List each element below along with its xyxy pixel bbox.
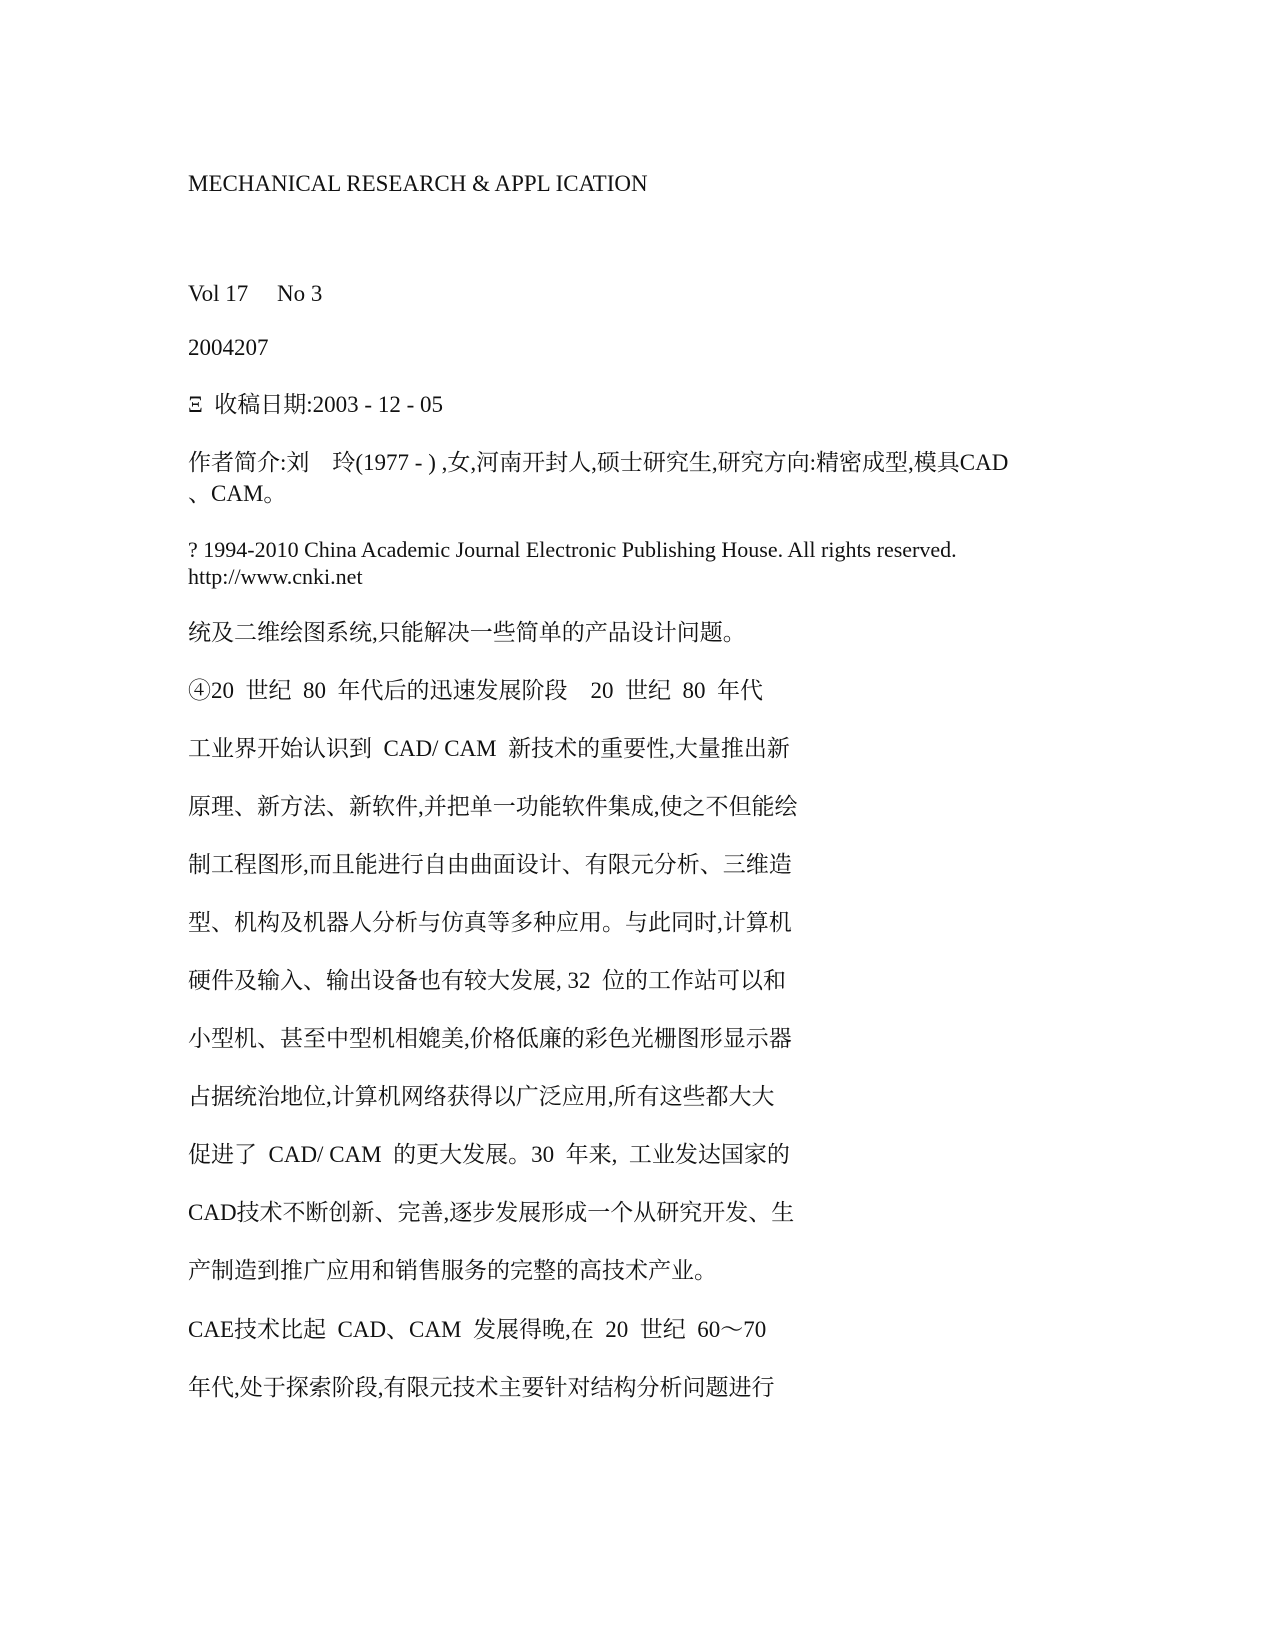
body-line: 工业界开始认识到 CAD/ CAM 新技术的重要性,大量推出新	[188, 736, 790, 761]
body-line: 小型机、甚至中型机相媲美,价格低廉的彩色光栅图形显示器	[188, 1026, 792, 1051]
journal-title: MECHANICAL RESEARCH & APPL ICATION	[188, 171, 648, 196]
author-bio-continuation: 、CAM。	[188, 481, 287, 506]
body-line: 产制造到推广应用和销售服务的完整的高技术产业。	[188, 1258, 717, 1283]
body-line: 型、机构及机器人分析与仿真等多种应用。与此同时,计算机	[188, 910, 792, 935]
article-code: 2004207	[188, 335, 269, 360]
source-url: http://www.cnki.net	[188, 564, 363, 589]
copyright-notice: ? 1994-2010 China Academic Journal Electronic Publishing House. All rights reserved.	[188, 537, 957, 562]
body-line: CAE技术比起 CAD、CAM 发展得晚,在 20 世纪 60～70	[188, 1317, 767, 1342]
body-line: 制工程图形,而且能进行自由曲面设计、有限元分析、三维造	[188, 852, 792, 877]
body-line: 占据统治地位,计算机网络获得以广泛应用,所有这些都大大	[188, 1084, 775, 1109]
body-line: 统及二维绘图系统,只能解决一些简单的产品设计问题。	[188, 620, 746, 645]
received-date: Ξ 收稿日期:2003 - 12 - 05	[188, 392, 443, 417]
body-line: 原理、新方法、新软件,并把单一功能软件集成,使之不但能绘	[188, 794, 798, 819]
body-line: ④20 世纪 80 年代后的迅速发展阶段 20 世纪 80 年代	[188, 678, 763, 703]
body-line: 促进了 CAD/ CAM 的更大发展。30 年来, 工业发达国家的	[188, 1142, 790, 1167]
volume-issue: Vol 17 No 3	[188, 281, 323, 306]
body-line: 年代,处于探索阶段,有限元技术主要针对结构分析问题进行	[188, 1375, 775, 1400]
body-line: 硬件及输入、输出设备也有较大发展, 32 位的工作站可以和	[188, 968, 786, 993]
author-bio: 作者简介:刘 玲(1977 - ) ,女,河南开封人,硕士研究生,研究方向:精密成型,模具CAD	[188, 450, 1009, 475]
body-line: CAD技术不断创新、完善,逐步发展形成一个从研究开发、生	[188, 1200, 795, 1225]
